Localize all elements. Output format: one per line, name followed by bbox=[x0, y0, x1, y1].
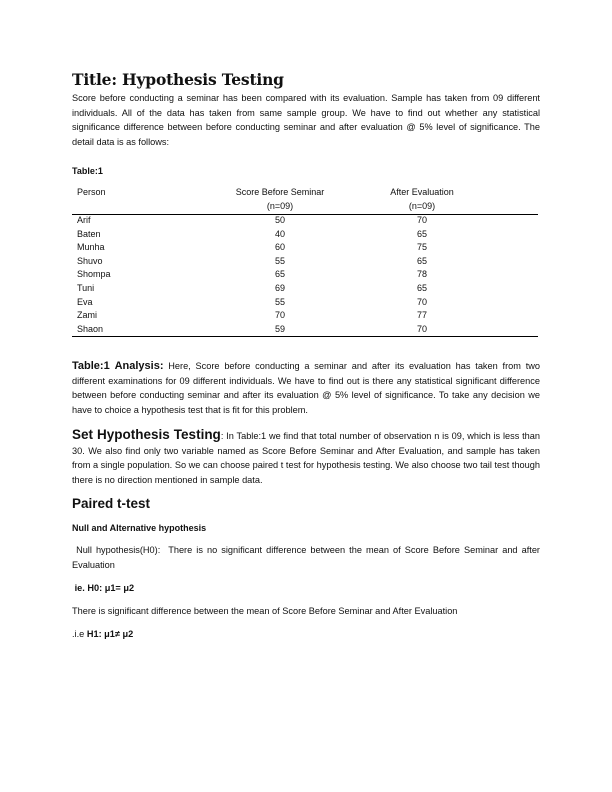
cell-after: 65 bbox=[416, 255, 427, 266]
cell-score: 50 bbox=[274, 215, 285, 225]
null-hypothesis-text: Null hypothesis(H0): There is no significant difference between the mean of Score Before Seminar and after Evaluation bbox=[72, 545, 543, 570]
intro-paragraph: Score before conducting a seminar has been compared with its evaluation. Sample has taken from 09 different individuals. All of the data has taken from same sample group. We have to find out whether any statistical significance difference between before conducting seminar and after evaluation @ 5% level of significance. The detail data is as follows: bbox=[72, 93, 540, 147]
analysis-text: Here, Score before conducting a seminar and after its evaluation has taken from two different examinations for 09 different individuals. We have to find out is there any statistical significant difference between before conducting seminar and after its evaluation @ 5% level of significance. To take any decision we have to choice a hypothesis test that is fit for this problem. bbox=[72, 361, 540, 415]
h1-prefix: .i.e bbox=[72, 629, 87, 639]
cell-after: 78 bbox=[416, 269, 427, 280]
analysis-heading: Table:1 Analysis: bbox=[72, 360, 164, 372]
cell-score: 69 bbox=[274, 283, 285, 293]
cell-after: 65 bbox=[416, 283, 427, 293]
set-hypothesis-heading: Set Hypothesis Testing bbox=[72, 427, 221, 442]
cell-person: Shuvo bbox=[77, 255, 103, 266]
cell-score: 55 bbox=[274, 255, 285, 266]
cell-person: Tuni bbox=[77, 283, 95, 293]
h1-formula: : μ1≠ μ2 bbox=[98, 629, 134, 639]
cell-score: 59 bbox=[274, 323, 285, 334]
cell-score: 55 bbox=[274, 296, 285, 307]
table-bottom-rule bbox=[72, 336, 538, 337]
cell-score: 65 bbox=[274, 269, 285, 280]
header-score-n: (n=09) bbox=[266, 201, 294, 211]
cell-score: 70 bbox=[274, 310, 285, 321]
h0-line bbox=[72, 581, 540, 596]
header-person: Person bbox=[77, 187, 106, 197]
h0-formula: : μ1= μ2 bbox=[99, 583, 135, 593]
table-row bbox=[0, 296, 612, 310]
cell-person: Shaon bbox=[77, 323, 104, 334]
table-row bbox=[0, 214, 612, 228]
h1-line bbox=[72, 627, 540, 642]
h0-label: H0 bbox=[87, 583, 100, 593]
cell-after: 70 bbox=[416, 296, 427, 307]
h1-label: H1 bbox=[86, 629, 99, 639]
set-hypothesis-text: : In Table:1 we find that total number of observation n is 09, which is less than 30. We also find only two variable named as Score Before Seminar and After Evaluation, and sample has taken from a single population. So we can choose paired t test for hypothesis testing. We also choose two tail test though there is no direction mentioned in sample data. bbox=[72, 431, 540, 485]
cell-person: Munha bbox=[77, 242, 105, 253]
cell-after: 70 bbox=[416, 323, 427, 334]
cell-after: 70 bbox=[416, 215, 427, 225]
alt-hypothesis-text: There is significant difference between the mean of Score Before Seminar and After Evaluation bbox=[72, 606, 458, 616]
table-row bbox=[0, 323, 612, 337]
set-hypothesis-paragraph bbox=[72, 428, 540, 487]
cell-person: Shompa bbox=[77, 269, 111, 280]
cell-score: 40 bbox=[274, 228, 285, 239]
h0-prefix: ie. bbox=[72, 583, 88, 593]
table-label: Table:1 bbox=[72, 166, 103, 176]
header-after-n: (n=09) bbox=[408, 201, 436, 211]
table-row bbox=[0, 241, 612, 255]
analysis-paragraph bbox=[72, 359, 540, 417]
cell-person: Eva bbox=[77, 296, 93, 307]
table-row bbox=[0, 309, 612, 323]
table-row bbox=[0, 282, 612, 296]
header-after: After Evaluation bbox=[390, 187, 454, 197]
cell-person: Baten bbox=[77, 228, 101, 239]
document-title: Title: Hypothesis Testing bbox=[72, 70, 284, 89]
null-alt-heading: Null and Alternative hypothesis bbox=[72, 523, 207, 533]
table-row bbox=[0, 255, 612, 269]
table-row bbox=[0, 268, 612, 282]
cell-score: 60 bbox=[274, 242, 285, 253]
cell-after: 77 bbox=[416, 310, 427, 321]
paired-ttest-heading: Paired t-test bbox=[72, 496, 151, 511]
cell-after: 75 bbox=[416, 242, 427, 253]
cell-after: 65 bbox=[416, 228, 427, 239]
table-row bbox=[0, 228, 612, 242]
header-score: Score Before Seminar bbox=[235, 187, 325, 197]
cell-person: Arif bbox=[77, 215, 91, 225]
cell-person: Zami bbox=[77, 310, 97, 321]
